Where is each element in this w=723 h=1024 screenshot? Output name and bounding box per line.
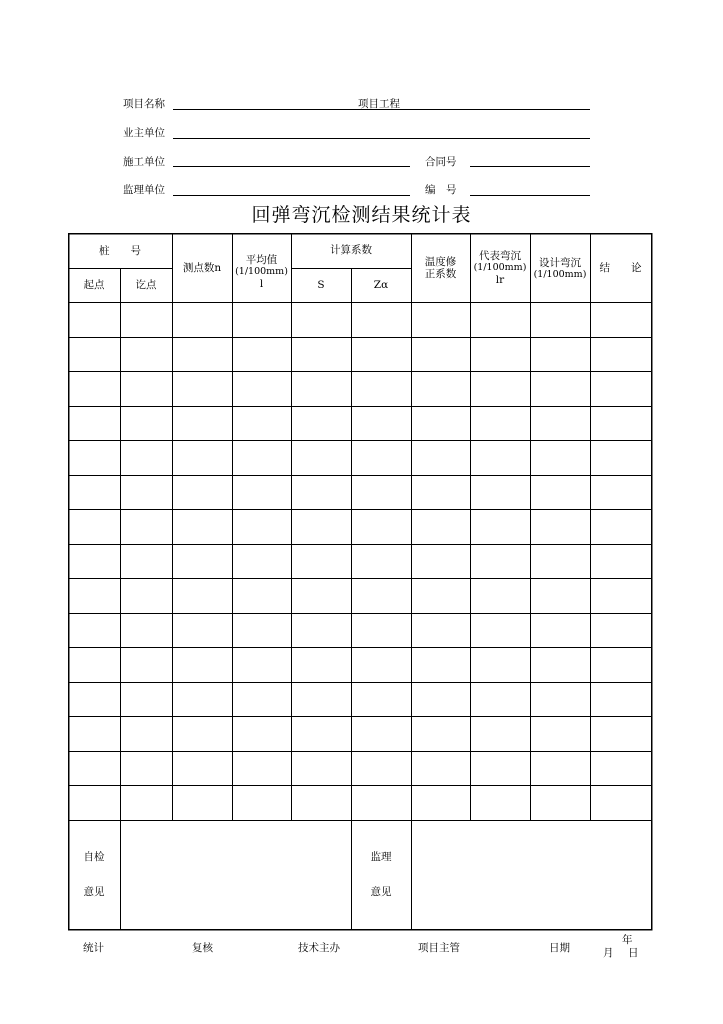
- col-rep-header-2: (1/100mm): [473, 262, 527, 273]
- serial-no-label: 编 号: [425, 184, 457, 196]
- col-station-header: 桩 号: [99, 245, 141, 257]
- owner-underline[interactable]: [173, 138, 590, 139]
- contractor-label: 施工单位: [123, 156, 165, 168]
- project-name-value[interactable]: 项目工程: [358, 98, 400, 110]
- col-design-header-1: 设计弯沉: [539, 257, 581, 269]
- col-conclusion-header: 结 论: [599, 262, 642, 274]
- col-za-header: Zα: [373, 279, 389, 291]
- footer-review: 复核: [192, 942, 213, 954]
- col-rep-header-1: 代表弯沉: [479, 250, 521, 262]
- footer-month: 月: [603, 947, 614, 959]
- footer-pm: 项目主管: [418, 942, 460, 954]
- serial-no-underline[interactable]: [470, 195, 590, 196]
- contract-no-underline[interactable]: [470, 166, 590, 167]
- supervision-label-1: 监理: [370, 851, 392, 863]
- col-rep-header-3: lr: [495, 274, 505, 286]
- col-avg-header-3: l: [259, 278, 264, 290]
- supervisor-label: 监理单位: [123, 184, 165, 196]
- col-s-header: S: [317, 279, 325, 291]
- col-temp-header-1: 温度修: [424, 256, 457, 268]
- footer-year: 年: [622, 934, 633, 946]
- self-check-label-1: 自检: [83, 851, 105, 863]
- col-start-header: 起点: [83, 279, 105, 291]
- self-check-label-2: 意见: [83, 886, 105, 898]
- supervisor-underline[interactable]: [173, 195, 410, 196]
- owner-label: 业主单位: [123, 127, 165, 139]
- col-temp-header-2: 正系数: [424, 268, 457, 280]
- footer-date: 日期: [549, 942, 570, 954]
- col-end-header: 讫点: [135, 279, 157, 291]
- footer-tech-lead: 技术主办: [298, 942, 340, 954]
- contractor-underline[interactable]: [173, 166, 410, 167]
- supervision-label-2: 意见: [370, 886, 392, 898]
- footer-stats: 统计: [83, 942, 104, 954]
- col-avg-header-1: 平均值: [245, 254, 278, 266]
- table-border: [69, 234, 652, 930]
- col-avg-header-2: (1/100mm): [235, 266, 288, 277]
- col-calc-header: 计算系数: [330, 244, 372, 256]
- col-design-header-2: (1/100mm): [533, 269, 587, 280]
- col-count-header: 测点数n: [182, 262, 222, 274]
- project-name-label: 项目名称: [123, 98, 165, 110]
- footer-day: 日: [628, 947, 639, 959]
- contract-no-label: 合同号: [425, 156, 457, 168]
- page-title: 回弹弯沉检测结果统计表: [251, 204, 472, 226]
